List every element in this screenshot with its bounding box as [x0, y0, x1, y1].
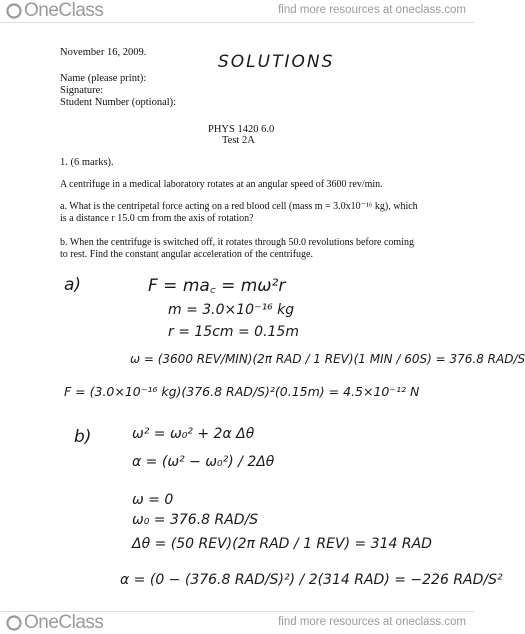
solution-b-line3: ω = 0: [132, 492, 174, 508]
oneclass-logo[interactable]: [6, 1, 103, 21]
solution-a-line4: ω = (3600 REV/MIN)(2π RAD / 1 REV)(1 MIN / 60S) = 376.8 RAD/S: [130, 352, 525, 366]
part-b-question-line2: to rest. Find the constant angular acceleration of the centrifuge.: [60, 249, 313, 260]
brand-name-footer: OneClass: [24, 612, 104, 633]
solution-b-line1: ω² = ω₀² + 2α Δθ: [132, 426, 255, 442]
solutions-title: SOLUTIONS: [218, 52, 335, 72]
oneclass-mark-icon: [6, 3, 22, 19]
solution-a-line1: F = ma꜀ = mω²r: [148, 276, 286, 296]
resources-link[interactable]: find more resources at oneclass.com: [278, 4, 466, 16]
solution-a-label: a): [64, 275, 82, 295]
signature-label: Signature:: [60, 85, 104, 96]
solution-b-line4: ω₀ = 376.8 RAD/S: [132, 512, 259, 528]
solution-b-label: b): [74, 427, 92, 447]
solution-a-line3: r = 15cm = 0.15m: [168, 324, 299, 340]
student-number-label: Student Number (optional):: [60, 97, 177, 108]
part-a-question-line2: is a distance r 15.0 cm from the axis of rotation?: [60, 213, 254, 224]
name-label: Name (please print):: [60, 73, 147, 84]
part-b-question-line1: b. When the centrifuge is switched off, it rotates through 50.0 revolutions before coming: [60, 237, 414, 248]
solution-a-line5: F = (3.0×10⁻¹⁶ kg)(376.8 RAD/S)²(0.15m) = 4.5×10⁻¹² N: [64, 384, 420, 399]
resources-link-footer[interactable]: find more resources at oneclass.com: [278, 616, 466, 628]
oneclass-logo-footer[interactable]: [6, 613, 103, 633]
solution-b-line6: α = (0 − (376.8 RAD/S)²) / 2(314 RAD) = −226 RAD/S²: [120, 572, 503, 588]
part-a-question-line1: a. What is the centripetal force acting on a red blood cell (mass m = 3.0x10⁻¹⁶ kg), which: [60, 201, 418, 212]
top-bar: [0, 0, 474, 23]
brand-name: OneClass: [24, 0, 104, 21]
bottom-bar: [0, 611, 474, 634]
solution-b-line5: Δθ = (50 REV)(2π RAD / 1 REV) = 314 RAD: [132, 536, 432, 552]
test-label: Test 2A: [222, 135, 255, 146]
question-number: 1. (6 marks).: [60, 157, 114, 168]
oneclass-mark-icon: [6, 615, 22, 631]
exam-date: November 16, 2009.: [60, 47, 147, 58]
solution-a-line2: m = 3.0×10⁻¹⁶ kg: [168, 302, 295, 318]
problem-statement: A centrifuge in a medical laboratory rotates at an angular speed of 3600 rev/min.: [60, 179, 383, 190]
course-code: PHYS 1420 6.0: [208, 124, 275, 135]
scanned-document: [0, 22, 525, 611]
solution-b-line2: α = (ω² − ω₀²) / 2Δθ: [132, 454, 275, 470]
